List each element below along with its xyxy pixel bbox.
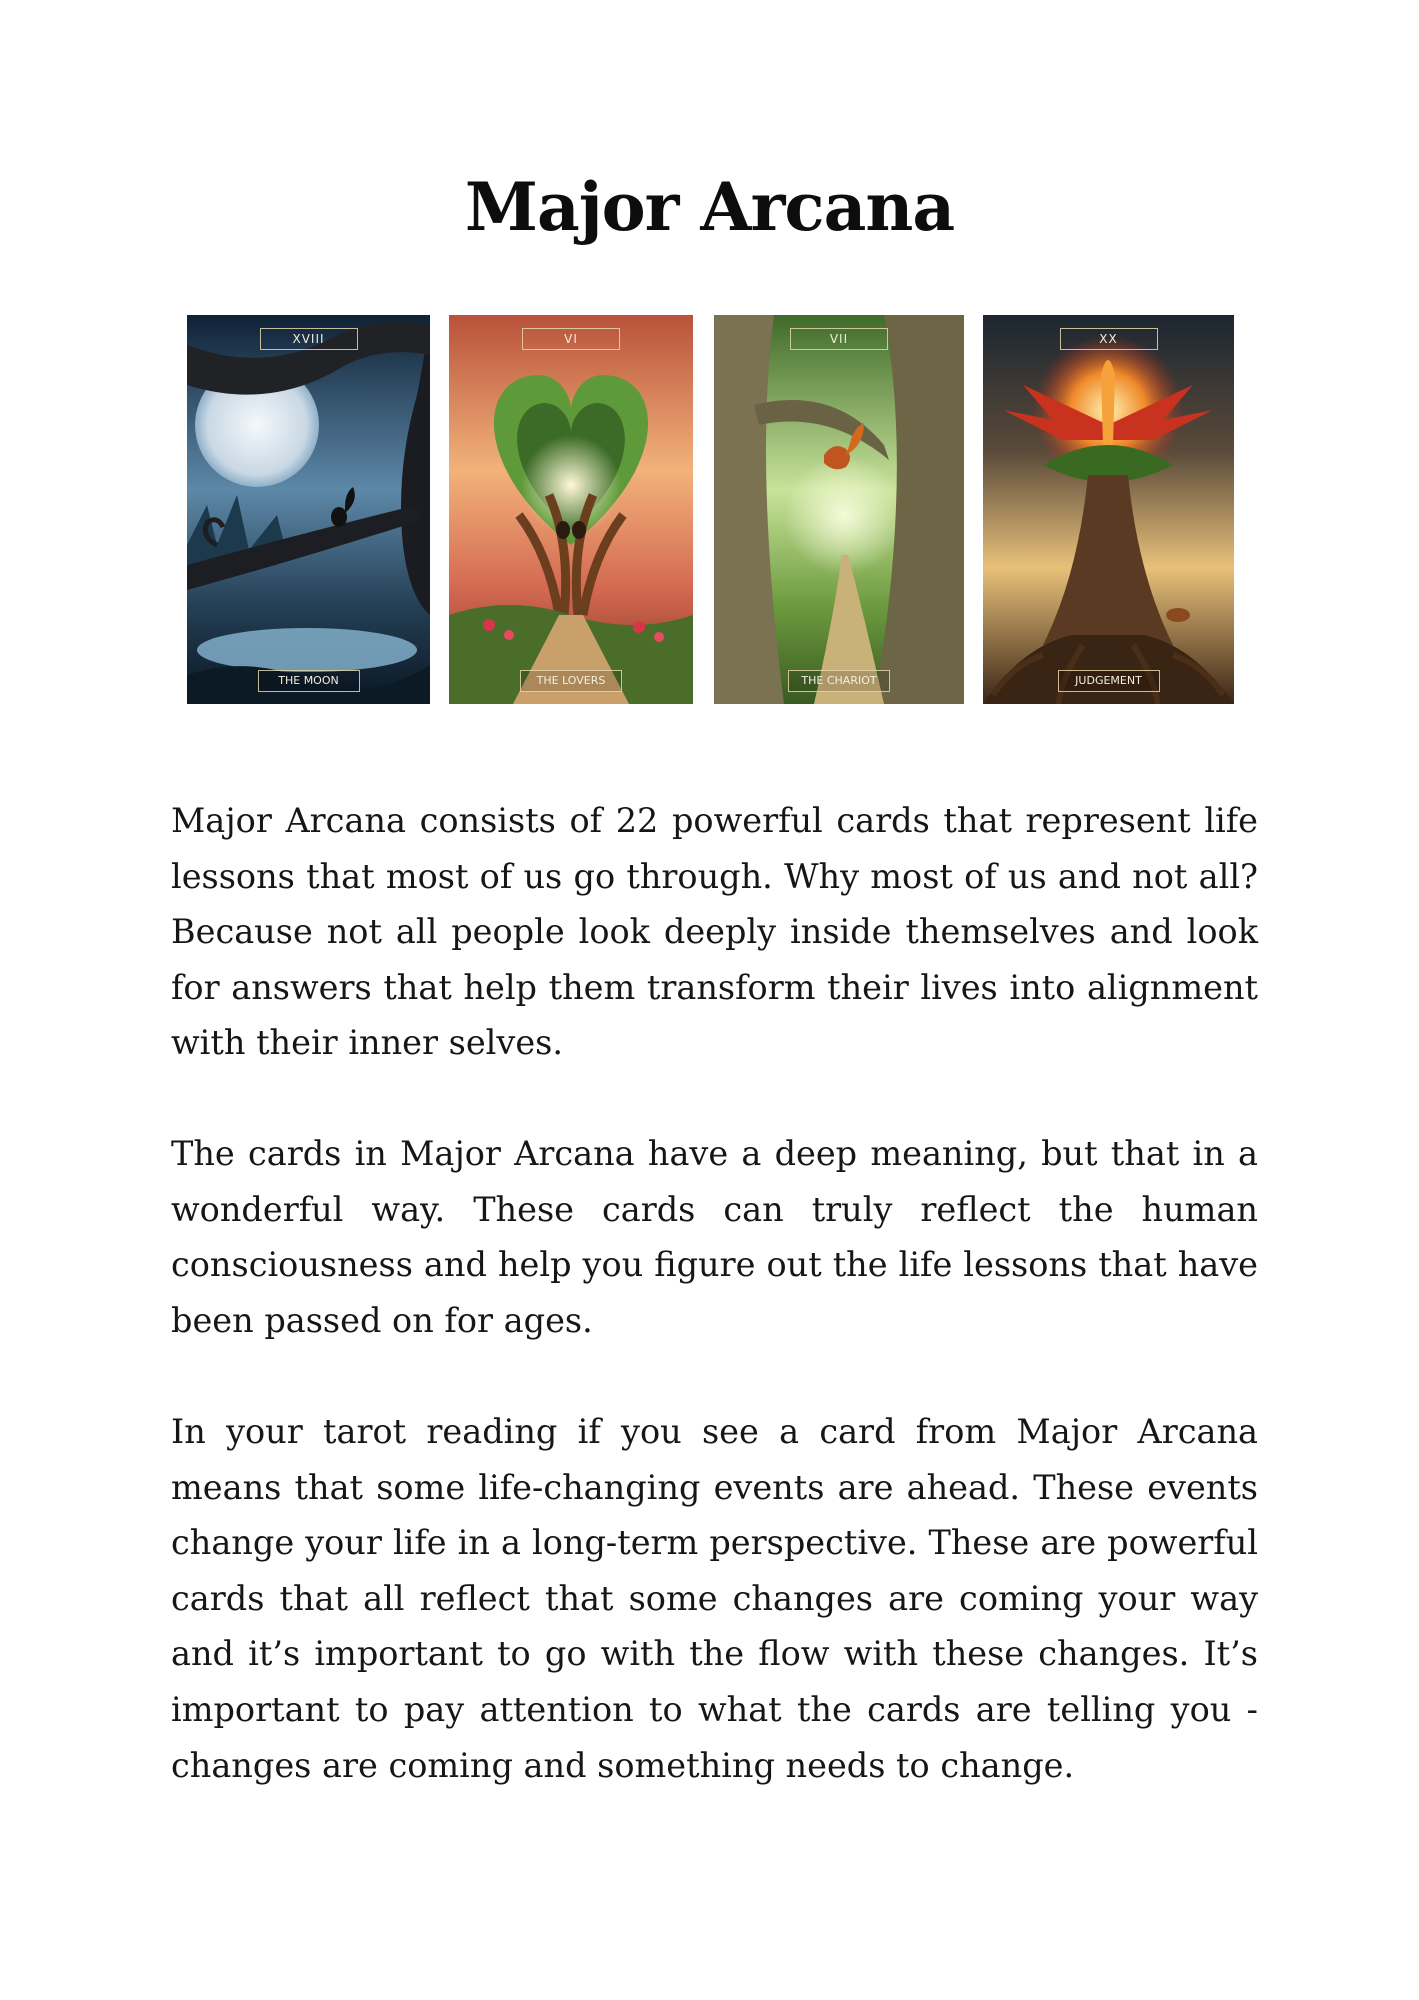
card-name-label: JUDGEMENT <box>1058 670 1160 692</box>
card-name-label: THE CHARIOT <box>788 670 890 692</box>
tarot-card-the-lovers <box>449 315 693 704</box>
card-numeral: VII <box>790 328 888 350</box>
moon-tree-squirrel-illustration <box>187 315 430 704</box>
card-numeral: XX <box>1060 328 1158 350</box>
card-name-label: THE LOVERS <box>520 670 622 692</box>
tarot-card-the-chariot <box>714 315 964 704</box>
card-numeral: VI <box>522 328 620 350</box>
heart-tree-squirrels-illustration <box>449 315 693 704</box>
page-title: Major Arcana <box>464 168 955 246</box>
tarot-card-judgement <box>983 315 1234 704</box>
intro-paragraph: Major Arcana consists of 22 powerful cards that represent life lessons that most of us go through. Why most of us and not all? Because not all people look deeply inside themselves and look for answers that help them transform their lives into alignment with their inner selves. <box>171 801 1258 1063</box>
forest-path-squirrel-illustration <box>714 315 964 704</box>
phoenix-tree-illustration <box>983 315 1234 704</box>
card-name-label: THE MOON <box>258 670 360 692</box>
meaning-paragraph: The cards in Major Arcana have a deep meaning, but that in a wonderful way. These cards can truly reflect the human consciousness and help you figure out the life lessons that have been passed on for ages. <box>171 1134 1258 1340</box>
reading-paragraph: In your tarot reading if you see a card from Major Arcana means that some life-changing events are ahead. These events change your life in a long-term perspective. These are powerful cards that all reflect that some changes are coming your way and it’s important to go with the flow with these changes. It’s important to pay attention to what the cards are telling you - changes are coming and something needs to change. <box>171 1412 1258 1785</box>
card-numeral: XVIII <box>260 328 358 350</box>
tarot-card-the-moon <box>187 315 430 704</box>
